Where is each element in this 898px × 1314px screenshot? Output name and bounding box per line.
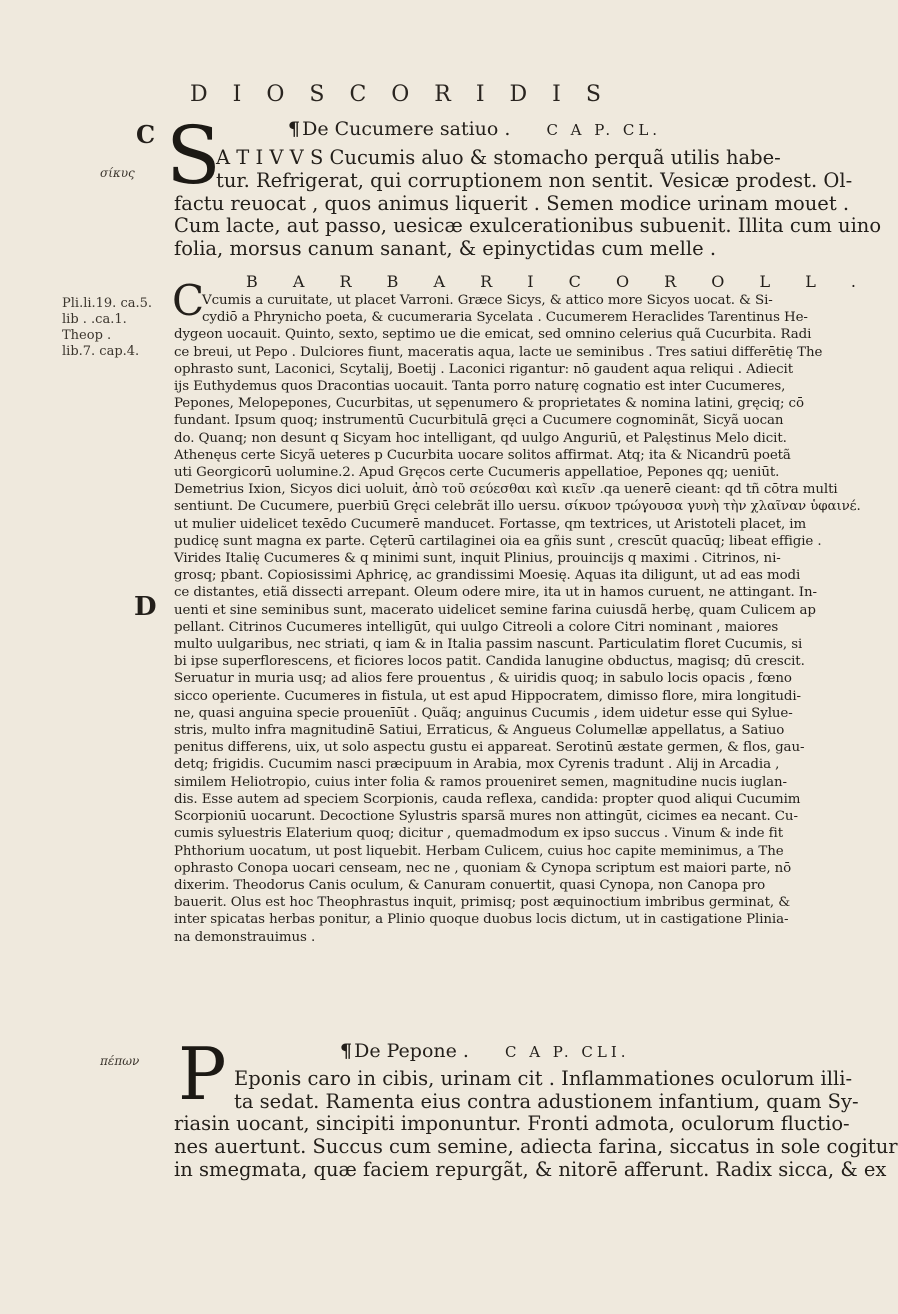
pilcrow: ¶ [288, 118, 301, 140]
text-line: cumis syluestris Elaterium quoq; dicitur , quemadmodum ex ipso succus . Vinum & inde fit [174, 826, 783, 842]
marginal-greek-pepon: πέπων [100, 1054, 140, 1068]
text-line: stris, multo infra magnitudinē Satiui, Erraticus, & Angueus Columellæ appellatus, a Satiuo [174, 723, 785, 739]
text-line: riasin uocant, sincipiti imponuntur. Fronti admota, oculorum fluctio- [174, 1112, 850, 1136]
barbari-body [174, 292, 861, 946]
text-line: Eponis caro in cibis, urinam cit . Inflammationes oculorum illi- [234, 1067, 853, 1090]
chapter-151-body [174, 1067, 898, 1182]
text-line: dixerim. Theodorus Canis oculum, & Canuram conuertit, quasi Cynopa, non Canopa pro [174, 877, 766, 893]
barbari-heading: B A R B A R I C O R O L L . [246, 272, 872, 291]
text-line: grosq; pbant. Copiosissimi Aphricę, ac grandissimi Moesię. Aquas ita diligunt, ut ad eas modi [174, 568, 801, 584]
text-line: fundant. Ipsum quoq; instrumentū Cucurbitulā gręci a Cucumere cognominãt, Sicyã uocan [174, 413, 784, 429]
text-line: ophrasto sunt, Laconici, Scytalij, Boetij . Laconici rigantur: nō gaudent aqua reliqui . Adiecit [174, 361, 793, 377]
text-line: na demonstrauimus . [174, 929, 316, 945]
text-line: sicco operiente. Cucumeres in fistula, ut est apud Hippocratem, dimisso flore, mira longitudi- [174, 688, 801, 704]
text-line: dis. Esse autem ad speciem Scorpionis, cauda reflexa, candida: propter quod aliqui Cucumim [174, 791, 801, 807]
text-line: uti Georgicorū uolumine.2. Apud Gręcos certe Cucumeris appellatioe, Pepones qq; ueniūt. [174, 465, 780, 481]
text-line: uenti et sine seminibus sunt, macerato uidelicet semine farina cuiusdã herbę, quam Culicem ap [174, 602, 816, 618]
text-line: bauerit. Olus est hoc Theophrastus inquit, primisq; post æquinoctium imbribus germinat, & [174, 895, 791, 911]
text-line: ne, quasi anguina specie prouenīūt . Quãq; anguinus Cucumis , idem uidetur esse qui Sylue- [174, 705, 793, 721]
text-line: A T I V V S Cucumis aluo & stomacho perquã utilis habe- [216, 146, 781, 169]
marginal-ref: Theop . [62, 328, 112, 343]
running-header: D I O S C O R I D I S [190, 82, 610, 107]
text-line: ijs Euthydemus quos Dracontias uocauit. Tanta porro naturę cognatio est inter Cucumeres, [174, 379, 786, 395]
text-line: do. Quanq; non desunt q Sicyam hoc intelligant, qd uulgo Anguriū, et Palęstinus Melo dicit. [174, 430, 787, 446]
chapter-title-text: De Cucumere satiuo . [302, 118, 511, 140]
text-line: Scorpioniū uocarunt. Decoctione Sylustris sparsã mures non attingūt, cicimes ea necant. Cu- [174, 809, 798, 825]
text-line: ce distantes, etiã dissecti arrepant. Oleum odere mire, ita ut in hamos curuent, ne attingant. In- [174, 585, 817, 601]
text-line: tur. Refrigerat, qui corruptionem non sentit. Vesicæ prodest. Ol- [216, 169, 853, 192]
text-line: ophrasto Conopa uocari censeam, nec ne , quoniam & Cynopa scriptum est maiori parte, nō [174, 860, 792, 876]
marginal-letter-d: D [134, 592, 157, 622]
text-line: folia, morsus canum sanant, & epinyctidas cum melle . [174, 237, 717, 261]
drop-cap-p: P [178, 1032, 227, 1116]
text-line: pudicę sunt magna ex parte. Cęterū cartilaginei oia ea gñis sunt , crescūt quacūq; libeat effigie . [174, 533, 822, 549]
text-line: multo uulgaribus, nec striati, q iam & in Italia passim nascunt. Particulatim floret Cucumis, si [174, 637, 803, 653]
chapter-150-lines-top [216, 147, 796, 170]
text-line: Vcumis a curuitate, ut placet Varroni. Græce Sicys, & attico more Sicyos uocat. & Si- [202, 293, 773, 308]
text-line: pellant. Citrinos Cucumeres intelligūt, qui uulgo Citreoli a colore Citri nominant , maiores [174, 619, 779, 635]
text-line: Athenęus certe Sicyã ueteres p Cucurbita uocare solitos affirmat. Atq; ita & Nicandrū poetã [174, 447, 791, 463]
text-line: in smegmata, quæ faciem repurgãt, & nitorē afferunt. Radix sicca, & ex [174, 1157, 887, 1181]
text-line: Seruatur in muria usq; ad alios fere prouentus , & uiridis quoq; in sabulo locis opacis , fœno [174, 671, 792, 687]
text-line: cydiō a Phrynicho poeta, & cucumeraria Sycelata . Cucumerem Heraclides Tarentinus He- [202, 310, 808, 326]
marginal-ref: lib.7. cap.4. [62, 344, 140, 359]
chapter-title-text: De Pepone . [354, 1040, 469, 1062]
chapter-number: C A P. CLI. [504, 1043, 630, 1061]
marginal-greek-sikys: σίκυς [100, 166, 135, 180]
marginal-references [62, 296, 182, 360]
drop-cap-c: C [172, 276, 205, 325]
chapter-150-body [174, 169, 882, 261]
text-line: ce breui, ut Pepo . Dulciores fiunt, maceratis aqua, lacte ue seminibus . Tres satiui differētię The [174, 344, 823, 360]
pilcrow: ¶ [340, 1040, 353, 1062]
text-line: inter spicatas herbas ponitur, a Plinio quoque duobus locis dictum, ut in castigatione Plinia- [174, 912, 789, 928]
text-line: nes auertunt. Succus cum semine, adiecta farina, siccatus in sole cogitur [174, 1135, 898, 1159]
text-line: Cum lacte, aut passo, uesicæ exulcerationibus subuenit. Illita cum uino [174, 214, 882, 238]
text-line: ut mulier uidelicet texēdo Cucumerē manducet. Fortasse, qm textrices, ut Aristoteli placet, im [174, 516, 807, 532]
text-line: Phthorium uocatum, ut post liquebit. Herbam Culicem, cuius hoc capite meminimus, a The [174, 843, 784, 859]
text-line: Pepones, Melopepones, Cucurbitas, ut sępenumero & proprietates & nomina latini, gręciq; cō [174, 396, 804, 412]
chapter-number: C A P. CL. [546, 121, 662, 139]
text-line: Demetrius Ixion, Sicyos dici uoluit, ἀπὸ τοῦ σεύεσθαι καὶ κιεῖν .qa uenerē cieant: qd tñ cōtra multi [174, 482, 838, 498]
chapter-150-title [288, 118, 661, 140]
text-line: bi ipse superflorescens, et ficiores locos patit. Candida lanugine obductus, magisq; dū crescit. [174, 654, 805, 670]
text-line: dygeon uocauit. Quinto, sexto, septimo ue die emicat, sed omnino celerius quã Cucurbita. Radi [174, 327, 812, 343]
drop-cap-s: S [166, 109, 221, 202]
text-line: Virides Italię Cucumeres & q minimi sunt, inquit Plinius, prouincijs q maximi . Citrinos, ni- [174, 551, 781, 567]
chapter-151-title [340, 1040, 630, 1062]
text-line: detq; frigidis. Cucumim nasci præcipuum in Arabia, mox Cyrenis tradunt . Alij in Arcadia , [174, 757, 780, 773]
text-line: factu reuocat , quos animus liquerit . Semen modice urinam mouet . [174, 191, 850, 215]
text-line: sentiunt. De Cucumere, puerbiū Gręci celebrãt illo uersu. σίκυον τρώγουσα γυνὴ τὴν χλαῖναν ὑφαινέ. [174, 499, 861, 515]
marginal-ref: lib . .ca.1. [62, 312, 127, 327]
marginal-ref: Pli.li.19. ca.5. [62, 296, 153, 311]
text-line: similem Heliotropio, cuius inter folia & ramos proueniret semen, magnitudine nucis iuglan- [174, 774, 787, 790]
text-line: penitus differens, uix, ut solo aspectu gustu ei appareat. Serotinū æstate germen, & flos, gau- [174, 740, 805, 756]
text-line: ta sedat. Ramenta eius contra adustionem infantium, quam Sy- [234, 1089, 859, 1113]
marginal-letter-c: C [136, 120, 156, 149]
